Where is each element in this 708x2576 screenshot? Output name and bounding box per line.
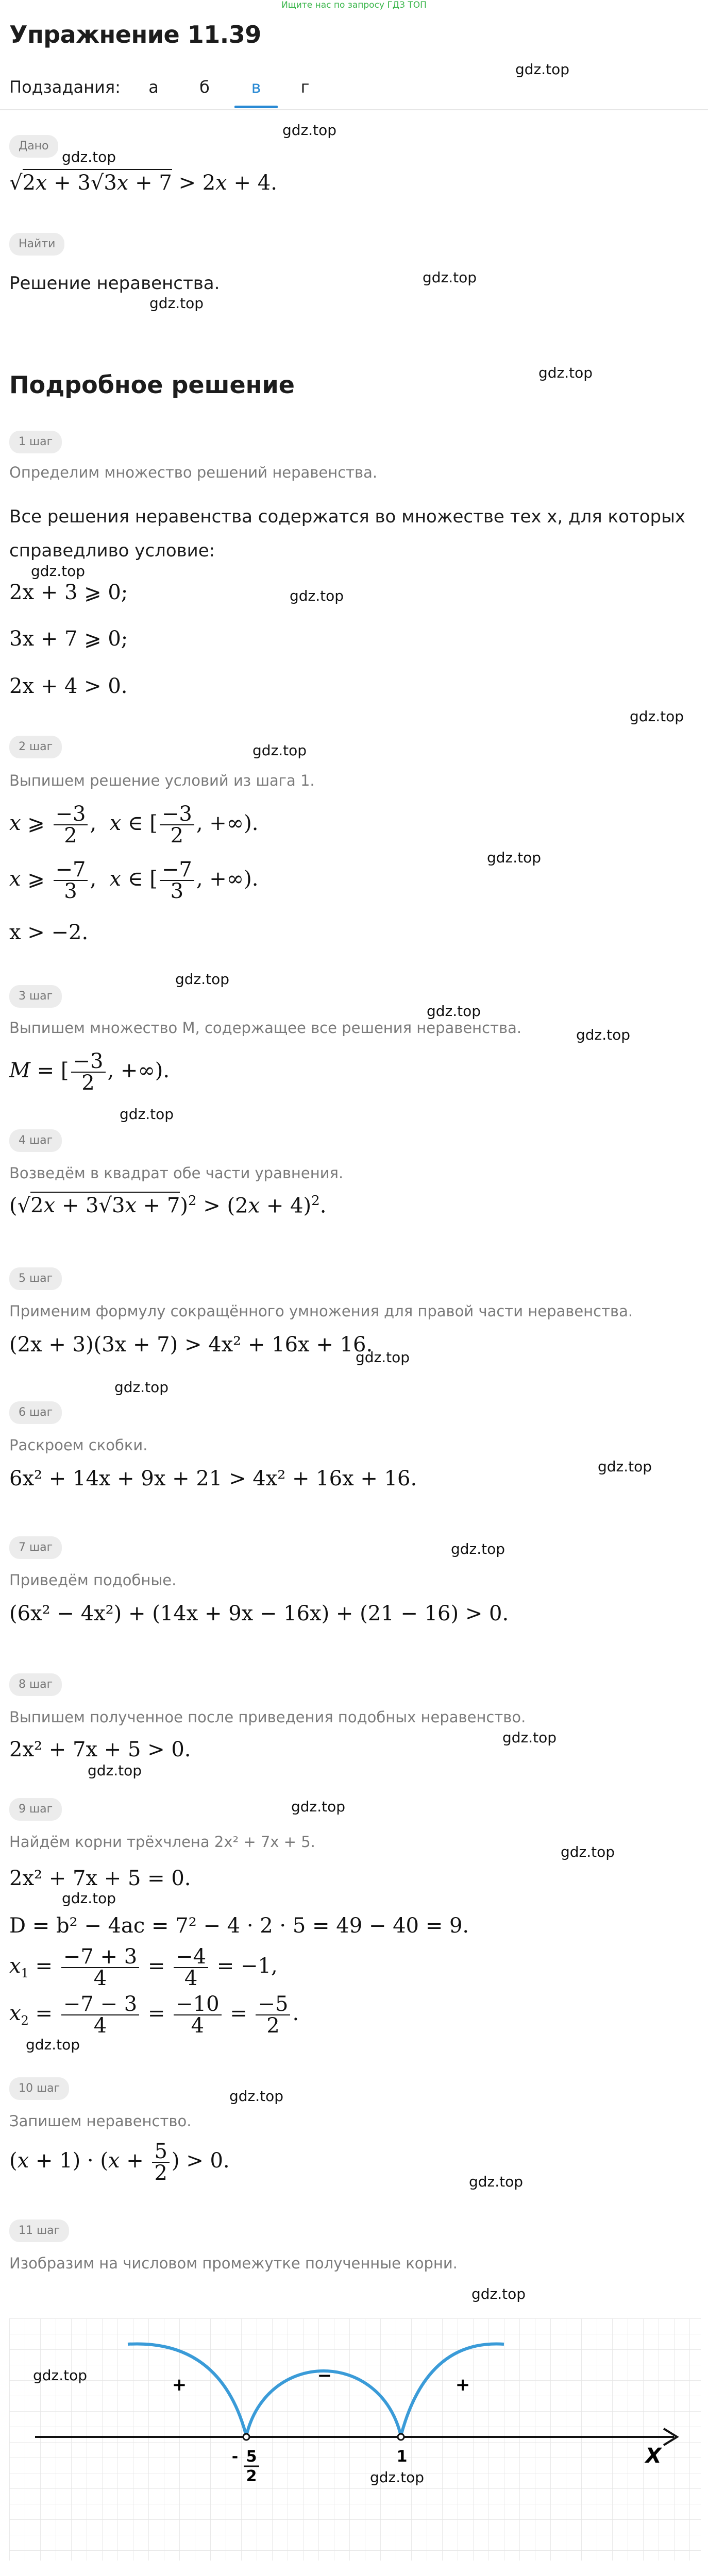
step-11-text: Изобразим на числовом промежутке полученные корни. <box>9 2255 458 2272</box>
step-1-math-3: 2x + 4 > 0. <box>9 674 128 698</box>
watermark: gdz.top <box>469 2173 524 2190</box>
step-3-pill: 3 шаг <box>9 985 62 1008</box>
watermark: gdz.top <box>62 148 116 165</box>
given-pill: Дано <box>9 135 58 158</box>
grid-background <box>9 2318 701 2561</box>
watermark: gdz.top <box>33 2367 88 2384</box>
watermark: gdz.top <box>487 849 542 866</box>
watermark: gdz.top <box>175 971 230 988</box>
root-point-left <box>243 2434 249 2440</box>
watermark: gdz.top <box>229 2088 284 2105</box>
solution-heading: Подробное решение <box>9 371 295 399</box>
step-2-text: Выпишем решение условий из шага 1. <box>9 772 315 789</box>
step-7-pill: 7 шаг <box>9 1536 62 1559</box>
sign-minus: − <box>317 2365 332 2386</box>
watermark: gdz.top <box>502 1729 557 1746</box>
find-pill: Найти <box>9 233 64 256</box>
number-line-svg <box>9 2318 701 2561</box>
step-8-pill: 8 шаг <box>9 1673 62 1696</box>
watermark: gdz.top <box>630 708 684 725</box>
watermark: gdz.top <box>31 563 86 580</box>
step-7-math: (6x² − 4x²) + (14x + 9x − 16x) + (21 − 16) > 0. <box>9 1602 509 1625</box>
tab-g[interactable]: г <box>300 77 310 97</box>
step-1-math-2: 3x + 7 ⩾ 0; <box>9 627 128 651</box>
watermark: gdz.top <box>451 1540 505 1557</box>
step-5-pill: 5 шаг <box>9 1267 62 1290</box>
step-2-math-2: x ⩾ $\frac{-7}{3}$ , x ∈ [ $\frac{-7}{3}$ , +∞). <box>9 858 259 903</box>
step-5-text: Применим формулу сокращённого умножения для правой части неравенства. <box>9 1302 633 1320</box>
given-expression: √2x + 3√3x + 7 > 2x + 4. <box>9 173 277 193</box>
step-4-pill: 4 шаг <box>9 1129 62 1152</box>
step-1-pill: 1 шаг <box>9 431 62 453</box>
step-6-text: Раскроем скобки. <box>9 1436 148 1454</box>
step-10-math: (x + 1) · (x + $\frac{5}{2}$ ) > 0. <box>9 2140 230 2185</box>
watermark: gdz.top <box>62 1890 116 1907</box>
watermark: gdz.top <box>252 742 307 759</box>
active-tab-indicator <box>234 106 278 108</box>
step-4-math: $(√2x + 3√3x + 7)^2 > (2x + 4)^2$. <box>9 1194 326 1216</box>
sign-plus-left: + <box>172 2375 187 2395</box>
find-text: Решение неравенства. <box>9 273 220 294</box>
step-9-math-4: $x_2$ = $\frac{-7 - 3}{4}$ = $\frac{-10}{4}$ = $\frac{-5}{2}$ . <box>9 1992 299 2038</box>
step-9-text: Найдём корни трёхчлена 2x² + 7x + 5. <box>9 1833 315 1851</box>
tab-b[interactable]: б <box>199 77 210 97</box>
watermark: gdz.top <box>370 2469 425 2486</box>
top-note: Ищите нас по запросу ГДЗ ТОП <box>281 0 427 10</box>
root-right-label: 1 <box>396 2448 408 2466</box>
step-3-text: Выпишем множество M, содержащее все решения неравенства. <box>9 1019 522 1037</box>
step-7-text: Приведём подобные. <box>9 1571 177 1589</box>
step-9-math-2: D = b² − 4ac = 7² − 4 · 2 · 5 = 49 − 40 = 9. <box>9 1914 469 1938</box>
step-9-pill: 9 шаг <box>9 1798 62 1821</box>
tab-v[interactable]: в <box>251 77 261 97</box>
number-line-figure <box>9 2318 701 2561</box>
step-1-math-1: 2x + 3 ⩾ 0; <box>9 581 128 604</box>
root-left-denominator: 2 <box>246 2467 257 2485</box>
step-6-math: 6x² + 14x + 9x + 21 > 4x² + 16x + 16. <box>9 1467 417 1490</box>
root-point-right <box>398 2434 404 2440</box>
tab-a[interactable]: а <box>148 77 159 97</box>
step-11-pill: 11 шаг <box>9 2219 69 2242</box>
step-8-text: Выпишем полученное после приведения подобных неравенство. <box>9 1708 526 1726</box>
root-left-numerator: 5 <box>246 2448 257 2466</box>
step-9-math-3: $x_1$ = $\frac{-7 + 3}{4}$ = $\frac{-4}{4}$ = −1, <box>9 1945 278 1990</box>
step-10-text: Запишем неравенство. <box>9 2112 192 2130</box>
watermark: gdz.top <box>26 2036 80 2053</box>
divider <box>0 109 708 110</box>
step-10-pill: 10 шаг <box>9 2077 69 2100</box>
watermark: gdz.top <box>291 1798 346 1815</box>
watermark: gdz.top <box>290 587 344 604</box>
step-2-math-3: x > −2. <box>9 921 89 944</box>
watermark: gdz.top <box>471 2285 526 2302</box>
axis-label: X <box>645 2444 662 2468</box>
step-2-pill: 2 шаг <box>9 736 62 758</box>
step-2-math-1: x ⩾ $\frac{-3}{2}$ , x ∈ [ $\frac{-3}{2}$ , +∞). <box>9 802 259 848</box>
step-9-math-1: 2x² + 7x + 5 = 0. <box>9 1867 191 1890</box>
watermark: gdz.top <box>356 1349 410 1366</box>
page-title: Упражнение 11.39 <box>9 21 261 48</box>
step-6-pill: 6 шаг <box>9 1401 62 1424</box>
watermark: gdz.top <box>120 1106 174 1123</box>
step-5-math: (2x + 3)(3x + 7) > 4x² + 16x + 16. <box>9 1333 373 1357</box>
sign-plus-right: + <box>455 2375 470 2395</box>
watermark: gdz.top <box>561 1843 615 1860</box>
watermark: gdz.top <box>538 364 593 381</box>
step-8-math: 2x² + 7x + 5 > 0. <box>9 1738 191 1761</box>
watermark: gdz.top <box>576 1026 631 1043</box>
step-1-extra: Все решения неравенства содержатся во множестве тех x, для которых справедливо условие: <box>9 506 686 561</box>
watermark: gdz.top <box>114 1379 169 1396</box>
watermark: gdz.top <box>88 1762 142 1779</box>
watermark: gdz.top <box>515 61 570 78</box>
step-1-text: Определим множество решений неравенства. <box>9 464 378 481</box>
step-3-math: M = [ $\frac{-3}{2}$ , +∞). <box>9 1049 170 1095</box>
watermark: gdz.top <box>598 1458 652 1475</box>
step-4-text: Возведём в квадрат обе части уравнения. <box>9 1164 344 1182</box>
watermark: gdz.top <box>282 122 337 139</box>
watermark: gdz.top <box>423 269 477 286</box>
subtasks-label: Подзадания: <box>9 77 121 97</box>
watermark: gdz.top <box>427 1003 481 1020</box>
watermark: gdz.top <box>149 295 204 312</box>
root-left-minus: - <box>231 2448 239 2466</box>
